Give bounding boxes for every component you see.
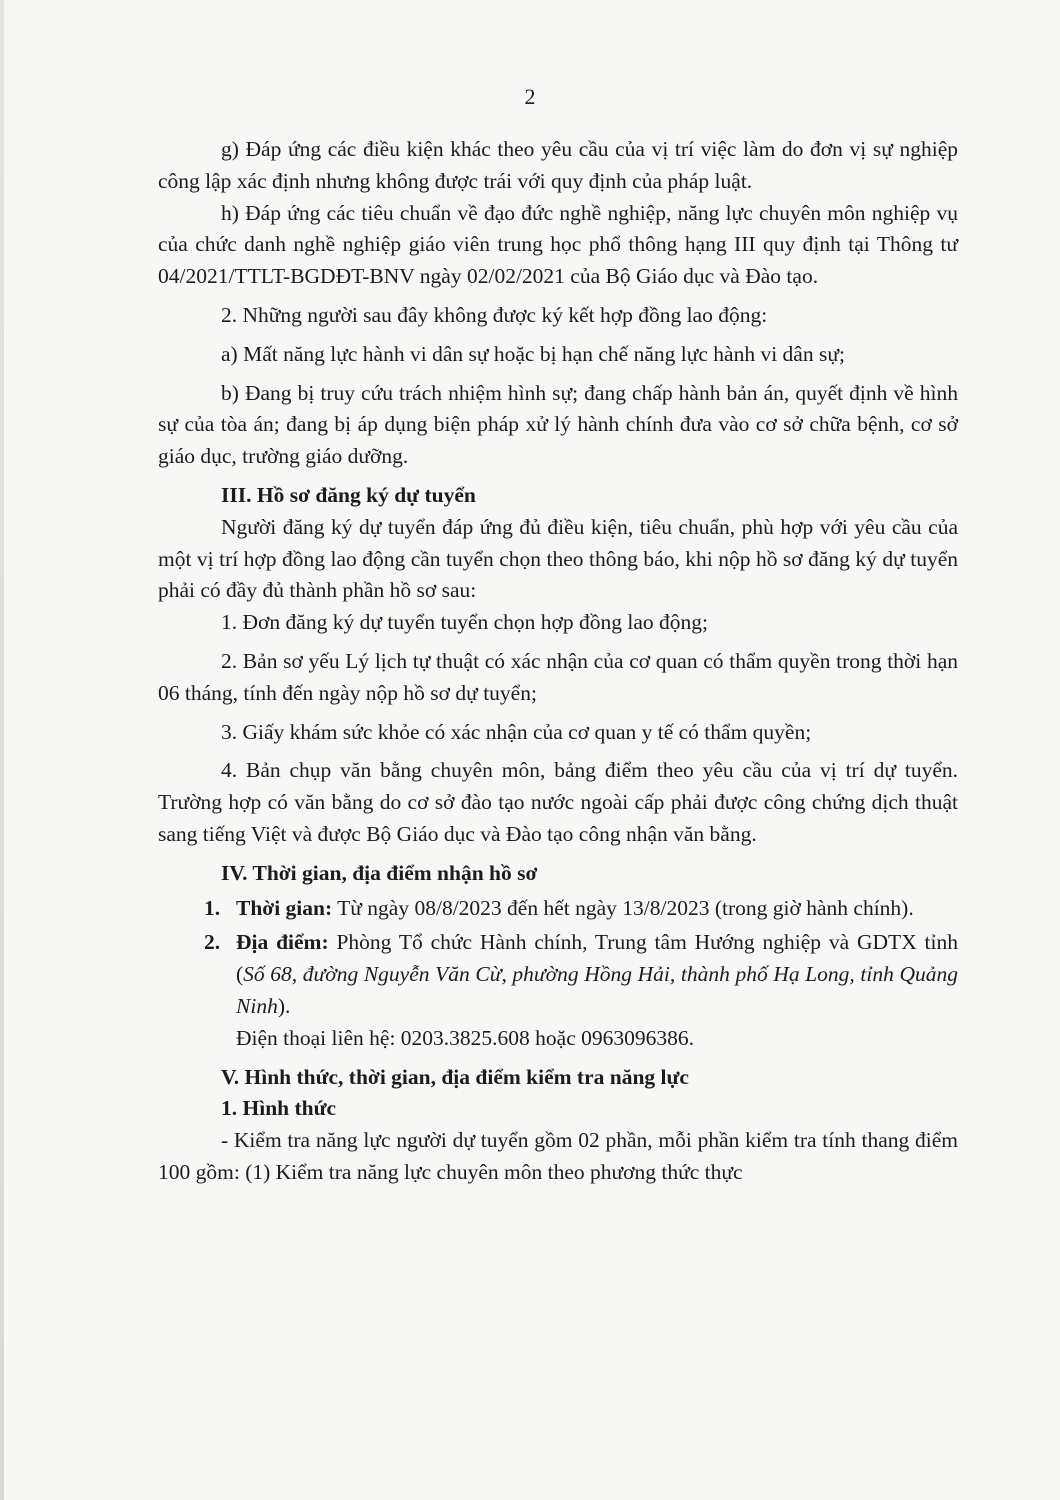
time-text: Từ ngày 08/8/2023 đến hết ngày 13/8/2023 (trong giờ hành chính). bbox=[332, 895, 914, 920]
section-4-place bbox=[204, 927, 958, 1022]
section-4-heading: IV. Thời gian, địa điểm nhận hồ sơ bbox=[221, 860, 538, 885]
place-text: Phòng Tổ chức Hành chính, Trung tâm Hướng nghiệp và GDTX tỉnh ( bbox=[236, 930, 958, 987]
page-number: 2 bbox=[524, 84, 536, 109]
list-number: 1. bbox=[204, 895, 221, 920]
time-body bbox=[236, 893, 958, 925]
section-3-item-4: 4. Bản chụp văn bằng chuyên môn, bảng điểm theo yêu cầu của vị trí dự tuyển. Trường hợp có văn bằng do cơ sở đào tạo nước ngoài cấp phải được công chứng dịch thuật sang tiếng Việt và được Bộ Giáo dục và Đào tạo công nhận văn bằng. bbox=[158, 758, 958, 846]
paragraph-2: 2. Những người sau đây không được ký kết hợp đồng lao động: bbox=[221, 302, 768, 327]
paragraph-2b: b) Đang bị truy cứu trách nhiệm hình sự; đang chấp hành bản án, quyết định về hình sự của tòa án; đang bị áp dụng biện pháp xử lý hành chính đưa vào cơ sở chữa bệnh, cơ sở giáo dục, trường giáo dưỡng. bbox=[158, 380, 958, 469]
section-5-text: - Kiểm tra năng lực người dự tuyển gồm 02 phần, mỗi phần kiểm tra tính thang điểm 100 gồm: (1) Kiểm tra năng lực chuyên môn theo phương thức thực bbox=[158, 1128, 958, 1184]
list-number: 2. bbox=[204, 930, 221, 955]
scan-edge bbox=[0, 0, 4, 1500]
time-label: Thời gian: bbox=[236, 895, 333, 920]
place-body bbox=[236, 927, 958, 1022]
place-address: Số 68, đường Nguyễn Văn Cừ, phường Hồng Hải, thành phố Hạ Long, tỉnh Quảng Ninh bbox=[236, 962, 958, 1018]
section-5-heading: V. Hình thức, thời gian, địa điểm kiểm tra năng lực bbox=[221, 1064, 689, 1089]
section-4-time bbox=[204, 893, 958, 925]
section-3-heading: III. Hồ sơ đăng ký dự tuyển bbox=[221, 482, 476, 507]
paragraph-h: h) Đáp ứng các tiêu chuẩn về đạo đức nghề nghiệp, năng lực chuyên môn nghiệp vụ của chức danh nghề nghiệp giáo viên trung học phổ thông hạng III quy định tại Thông tư 04/2021/TTLT-BGDĐT-BNV ngày 02/02/2021 của Bộ Giáo dục và Đào tạo. bbox=[158, 200, 958, 289]
document-body bbox=[158, 134, 958, 1189]
place-close: ). bbox=[277, 993, 291, 1018]
section-3-item-1: 1. Đơn đăng ký dự tuyển tuyển chọn hợp đồng lao động; bbox=[221, 610, 709, 635]
contact-phone: Điện thoại liên hệ: 0203.3825.608 hoặc 0963096386. bbox=[236, 1025, 694, 1050]
section-3-item-2: 2. Bản sơ yếu Lý lịch tự thuật có xác nhận của cơ quan có thẩm quyền trong thời hạn 06 tháng, tính đến ngày nộp hồ sơ dự tuyển; bbox=[158, 648, 958, 705]
paragraph-g: g) Đáp ứng các điều kiện khác theo yêu cầu của vị trí việc làm do đơn vị sự nghiệp công lập xác định nhưng không được trái với quy định của pháp luật. bbox=[158, 137, 958, 193]
section-3-item-3: 3. Giấy khám sức khỏe có xác nhận của cơ quan y tế có thẩm quyền; bbox=[221, 719, 812, 744]
place-label: Địa điểm: bbox=[236, 930, 329, 955]
paragraph-2a: a) Mất năng lực hành vi dân sự hoặc bị hạn chế năng lực hành vi dân sự; bbox=[221, 341, 845, 366]
section-5-sub-1: 1. Hình thức bbox=[221, 1096, 337, 1121]
section-3-intro: Người đăng ký dự tuyển đáp ứng đủ điều kiện, tiêu chuẩn, phù hợp với yêu cầu của một vị trí hợp đồng lao động cần tuyển chọn theo thông báo, khi nộp hồ sơ đăng ký dự tuyển phải có đầy đủ thành phần hồ sơ sau: bbox=[158, 514, 958, 603]
